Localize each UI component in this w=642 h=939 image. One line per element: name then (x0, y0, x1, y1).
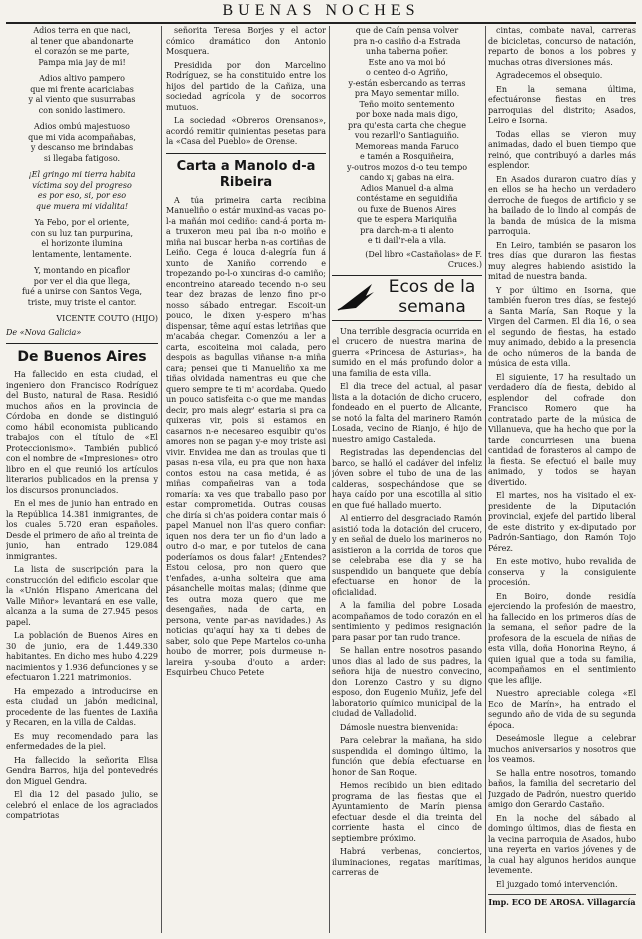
news-paragraph: cintas, combate naval, carreras de bicicletas, concurso de natación, reparto de bonos a los pobres y muchas otras diversiones más. (488, 26, 636, 67)
poem-line: Memoreas manda Faruco (355, 141, 459, 151)
news-paragraph: Se hallan entre nosotros pasando unos dias al lado de sus padres, la señora hija de nuestro convecino, don Lorenzo Castro y su digno esposo, don Eugenio Muñiz, jefe del laboratorio químico municipal de la ciudad de Valladolid. (332, 646, 482, 718)
news-paragraph: Se halla entre nosotros, tomando baños, la familia del secretario del Juzgado de Padrón, nuestro querido amigo don Gerardo Castaño. (488, 768, 636, 809)
poem-stanza (6, 122, 158, 164)
column-divider (485, 26, 486, 933)
news-paragraph: Presidida por don Marcelino Rodríguez, se ha constituido entre los hijos del partido de la Cañiza, una sociedad agrícola y de socorros mutuos. (166, 60, 326, 112)
news-paragraph: En el mes de junio han entrado en la República 14.381 inmigrantes, de los cuales 5.720 eran españoles. Desde el primero de año al treinta de junio, han entrado 129.084 inmigrantes. (6, 499, 158, 561)
poem-line: lentamente, lentamente. (32, 249, 132, 259)
column-1 (6, 26, 158, 933)
poem-line: con su luz tan purpurina, (30, 228, 134, 238)
poem-line: pra Mayo sementar millo. (354, 89, 460, 98)
masthead (0, 0, 642, 28)
poem-line: el horizonte ilumina (41, 239, 123, 248)
news-paragraph: Todas ellas se vieron muy animadas, dado el buen tiempo que reinó, que contribuyó a darles más esplendor. (488, 129, 636, 170)
letter-paragraph: A túa primeira carta recibina Manueliño o estár muxind-as vacas po-l-a mañán moi cediño: cand-á porta m-a truxeron meu pai iba n-o moiño e miña nai buscar herba n-as cortiñas de Leiño. Cega é louca d-alegría fun á xunto de Xaniño correndo e tropezando po-l-o xunciras d-o camiño; encontreino atareado tecendo n-o seu tear dez brazas de lenzo fino pr-o nosso sábado entregar. Escoit-un pouco, le dixen y-espero m'has dispensar, tême aquí estas letriñas que m'acabáa chegar. Comenzóu a ler a carta, escoiteina moi calada, pero despois as bagullas viñanse n-a miña cara; pensei que ti Manueliño xa me tiñas olvidada namentras eu que che quero sempre te ti m' acordaba. Quedo un pouco satisfeita c-o que me mandas decir, pro mais alegr' estaria si pra ca quixeras vir, pois si estamos en casarnos n-e necesareo esquibir qu'os amores non se pagan y-e moy triste asi vivir. Envidea me dan as troulas que ti pasas n-esa vila, eu pra que non haxa contos estou na casa metida, é as miñas compañeiras van a toda romaría: xa ves que traballo paso por estar comprometida. Outras cousas che diría si ch'as poidera contar mais ó papel Manuel non ll'as quero confiar: iquen nos dera ter un fio d'un lado a outro d-o mar, e por tutelos de cana poderíamos os dous falar! ¿Entendes? Estou celosa, pro non quero que t'enfades, a-unha solteira que ama pásanchelle moitas malas; (dinme que tes outra moza quero que me desengañes, nada de carta, en persona, vente par-as navidades.) As noticias qu'aquí hay xa ti debes de saber, solo que Pepe Martelos co-unha houbo de morrer, pois durmeuse n-lareira y-souba d'outo a arder: Esquirbeu Chuco Petete (166, 195, 326, 677)
poem-line: el corazón se me parte, (34, 47, 130, 56)
section-rule (6, 343, 158, 344)
news-paragraph: señorita Teresa Borjes y el actor cómico dramático don Antonio Mosquera. (166, 26, 326, 56)
column-3 (332, 26, 482, 933)
ecos-news (332, 327, 482, 879)
poem-line: por ver el dia que llega, (33, 276, 131, 286)
ecos-title-line2: semana (398, 296, 466, 317)
ecos-title-line1: Ecos de la (388, 276, 476, 297)
column-divider (329, 26, 330, 933)
news-paragraph: Hemos recibido un bien editado programa de las fiestas que el Ayuntamiento de Marín piensa efectuar desde el dia treinta del corriente hasta el cinco de septiembre próximo. (332, 781, 482, 843)
poem-line: unha taberna poñer. (365, 47, 449, 56)
poem-stanza (6, 218, 158, 260)
news-paragraph: A la familia del pobre Losada acompañamos de todo corazón en el sentimiento y pedimos resignación para pasar por tan rudo trance. (332, 601, 482, 642)
poem-line: e ti dail'r-ela a vila. (367, 236, 447, 245)
news-paragraph: Para celebrar la mañana, ha sido suspendida el domingo último, la función que debía efectuarse en honor de San Roque. (332, 736, 482, 777)
news-paragraph: El dia 12 del pasado julio, se celebró el enlace de los agraciados compatriotas (6, 790, 158, 820)
poem-stanza (6, 266, 158, 308)
poem-line: ou fuxe de Buenos Aires (357, 204, 457, 214)
poem-stanza (6, 170, 158, 212)
poem-line: Ya Febo, por el oriente, (34, 218, 130, 227)
news-paragraph: Agradecemos el obsequio. (496, 71, 603, 80)
news-paragraph: Deseámosle llegue a celebrar muchos aniversarios y nosotros que los veamos. (488, 734, 636, 764)
news-paragraph: Y por último en Isorna, que también fueron tres días, se festejó a Santa María, San Roque y la Virgen del Carmen. El dia 16, o sea el segundo de fiestas, ha estado muy animado, debido a la presencia de ocho números de la banda de música de esta villa. (488, 285, 636, 368)
news-paragraph: El dia trece del actual, al pasar lista a la dotación de dicho crucero, fondeado en el puerto de Alicante, se notó la falta del marinero Ramón Losada, vecino de Rianjo, é hijo de nuestro amigo Castaleda. (332, 382, 482, 444)
poem-line: contéstame en seguidiña (356, 194, 458, 203)
news-paragraph: El juzgado tomó intervención. (496, 879, 618, 889)
news-paragraph: Es muy recomendado para las enfermedades de la piel. (6, 731, 158, 751)
poem-line: Adios altivo pampero (39, 74, 125, 83)
imprint: Imp. ECO DE AROSA. Villagarcía (488, 894, 636, 908)
news-paragraph: La lista de suscripción para la construcción del edificio escolar que la «Unión Hispano Americana del Valle Miñor» levantará en ese valle, alcanza a la suma de 27.945 pesos papel. (6, 565, 158, 627)
news-paragraph: Ha empezado a introducirse en esta ciudad un jabón medicinal, procedente de las fuentes de Laxiña y Recaren, en la villa de Caldas. (6, 686, 158, 727)
column-2 (166, 26, 326, 933)
poem-line: y descanso me brindabas (30, 143, 134, 152)
poem-continuation (332, 26, 482, 247)
column-divider (161, 26, 162, 933)
poem-line: que mi frente acariciabas (30, 84, 134, 94)
poem-line: que te espera Mariquiña (357, 215, 457, 224)
news-paragraph: En este motivo, hubo revalida de conserva y la consiguiente procesión. (488, 557, 636, 587)
poem-line: Adios ombú majestuoso (34, 122, 130, 131)
news-paragraph: En Asados duraron cuatro días y en ellos se ha hecho un verdadero derroche de fuegos de artificio y se ha bailado de lo lindo al compás de la banda de música de la misma parroquia. (488, 174, 636, 236)
poem-line: y-están esbercando as terras (348, 78, 466, 88)
poem-line: que mi vida acompañabas, (28, 132, 136, 142)
poem-line: y-outros mozos d-o teu tempo (346, 162, 468, 172)
poem-line: vou rezarll'o Santiaguiño. (354, 131, 460, 140)
poem-despedida (6, 26, 158, 308)
section-rule (166, 153, 326, 154)
letter-text (166, 196, 326, 679)
poem-line: al tener que abandonarte (30, 36, 134, 46)
buenos-aires-news (6, 370, 158, 822)
poem-line: y al viento que susurrabas (28, 95, 136, 104)
news-paragraph: Ha fallecido en esta ciudad, el ingeniero don Francisco Rodríguez del Busto, natural de Rasa. Residió muchos años en la provincia de Córdoba en donde se distinguió como hábil economista publicando trabajos con el título de «El Proteccionismo». También publicó con el nombre de «Impresiones» otro libro en el que reunió los artículos literarios publicados en la prensa y los discursos pronunciados. (6, 370, 158, 495)
poem-line: si llegaba fatigoso. (43, 153, 121, 163)
poem-line: pra qu'esta carta che chegue (348, 120, 466, 130)
poem-line: fué a unirse con Santos Vega, (21, 287, 143, 296)
quill-pen-icon (336, 282, 376, 312)
news-paragraph: Al entierro del desgraciado Ramón asistió toda la dotación del crucero, y en señal de duelo los marineros no asistieron a la corrida de toros que se celebraba ese dia y se ha suspendido un banquete que debía efectuarse en honor de la oficialidad. (332, 514, 482, 597)
poem-line: Adios Manuel d-a alma (360, 183, 454, 193)
section-title-carta: Carta a Manolo d-a Ribeira (176, 158, 316, 190)
poem-stanza (6, 74, 158, 116)
poem-line: Adios terra en que naci, (33, 26, 131, 35)
news-paragraph: En Boiro, donde residía ejerciendo la profesión de maestro, ha fallecido en los primeros días de la semana, el señor padre de la profesora de la escuela de niñas de esta villa, doña Honorina Reyno, á quien igual que a toda su familia, acompañamos en el sentimiento que les aflije. (488, 591, 636, 685)
poem-line: ¡El gringo mi tierra habita (28, 170, 136, 179)
news-paragraph: Dámosle nuestra bienvenida: (340, 722, 459, 732)
ecos-news-continuation (488, 26, 636, 890)
news-paragraph: El martes, nos ha visitado el ex-presidente de la Diputación provincial, exjefe del partido liberal de este distrito y ex-diputado por Padrón-Santiago, don Ramón Tojo Pérez. (488, 491, 636, 553)
news-paragraph: En la noche del sábado al domingo últimos, dias de fiesta en la vecina parroquia de Asados, hubo una reyerta en varios jóvenes y de la cual hay algunos heridos aunque levemente. (488, 813, 636, 875)
newspaper-title: BUENAS NOCHES (222, 2, 420, 19)
masthead-rule (6, 22, 636, 24)
news-paragraph: En la semana última, efectuáronse fiestas en tres parroquias del distrito; Asados, Leiro e Isorna. (488, 84, 636, 125)
poem-stanza (6, 26, 158, 68)
poem-line: pra darch-m-a ti alento (360, 225, 454, 235)
poem-source: De «Nova Galicia» (6, 327, 82, 337)
news-paragraph: Registradas las dependencias del barco, se halló el cadáver del infeliz jóven sobre el tubo de una de las calderas, sospechándose que se haya caído por una escotilla al sitio en que fué hallado muerto. (332, 448, 482, 510)
news-paragraph: Una terrible desgracia ocurrida en el crucero de nuestra marina de guerra «Princesa de Asturias», ha sumido en el más profundo dolor a una familia de esta villa. (332, 326, 482, 378)
news-paragraph: Habrá verbenas, conciertos, iluminaciones, regatas marítimas, carreras de (332, 847, 482, 877)
news-paragraph: El siguiente, 17 ha resultado un verdadero día de fiesta, debido al esplendor del cofrade don Francisco Romero que ha contratado parte de la música de Villanueva, que ha hecho que por la tarde concurriesen una buena cantidad de forasteros al campo de la fiesta. Se efectuó el baile muy animado, y todos se hayan divertido. (488, 372, 636, 487)
news-paragraph: Ha fallecido la señorita Elisa Gendra Barros, hija del pontevedrés don Miguel Gendra. (6, 755, 158, 786)
news-paragraph: La población de Buenos Aires en 30 de junio, era de 1.449.330 habitantes. En dicho mes hubo 4.229 nacimientos y 1.936 defunciones y se efectuaron 1.221 matrimonios. (6, 631, 158, 682)
poem-line: pra n-o casiño d-a Estrada (353, 36, 461, 46)
poem-line: cando x¡ gabas na eira. (359, 173, 455, 182)
poem-line: que de Caín pensa volver (355, 26, 459, 35)
poem-line: víctima soy del progreso (32, 180, 132, 190)
poem-line: es por eso, si, por eso (37, 191, 127, 200)
poem-line: con sonido lastimero. (38, 105, 126, 115)
poem-line: Pampa mia jay de mi! (38, 57, 126, 67)
section-title-buenos-aires: De Buenos Aires (17, 349, 147, 365)
column-4 (488, 26, 636, 933)
news-continuation (166, 26, 326, 148)
poem-source: (Del libro «Castañolas» de F. Cruces.) (365, 249, 482, 269)
news-paragraph: Nuestro apreciable colega «El Eco de Marín», ha entrado el segundo año de vida de su segunda época. (488, 689, 636, 730)
poem-line: triste, muy triste el cantor. (27, 297, 137, 307)
poem-line: Este ano va moi bó (368, 57, 446, 67)
ecos-de-la-semana-header (332, 275, 482, 321)
news-paragraph: En Leiro, también se pasaron los tres días que duraron las fiestas muy alegres habiendo asistido la mitad de nuestra banda. (488, 240, 636, 281)
poem-author: VICENTE COUTO (HIJO) (56, 314, 158, 323)
news-paragraph: La sociedad «Obreros Orensanos», acordó remitir quinientas pesetas para la «Casa del Pueblo» de Orense. (166, 116, 326, 146)
poem-line: Teño moito sentemento (359, 99, 455, 109)
poem-line: por boxe nada mais digo, (355, 110, 459, 119)
poem-line: e tamén a Rosquiñeira, (360, 152, 454, 161)
poem-line: Y, montando en picaflor (34, 266, 130, 275)
poem-line: que muera mi vidalita! (35, 201, 129, 211)
poem-line: o centeo d-o Agriño, (365, 68, 448, 77)
